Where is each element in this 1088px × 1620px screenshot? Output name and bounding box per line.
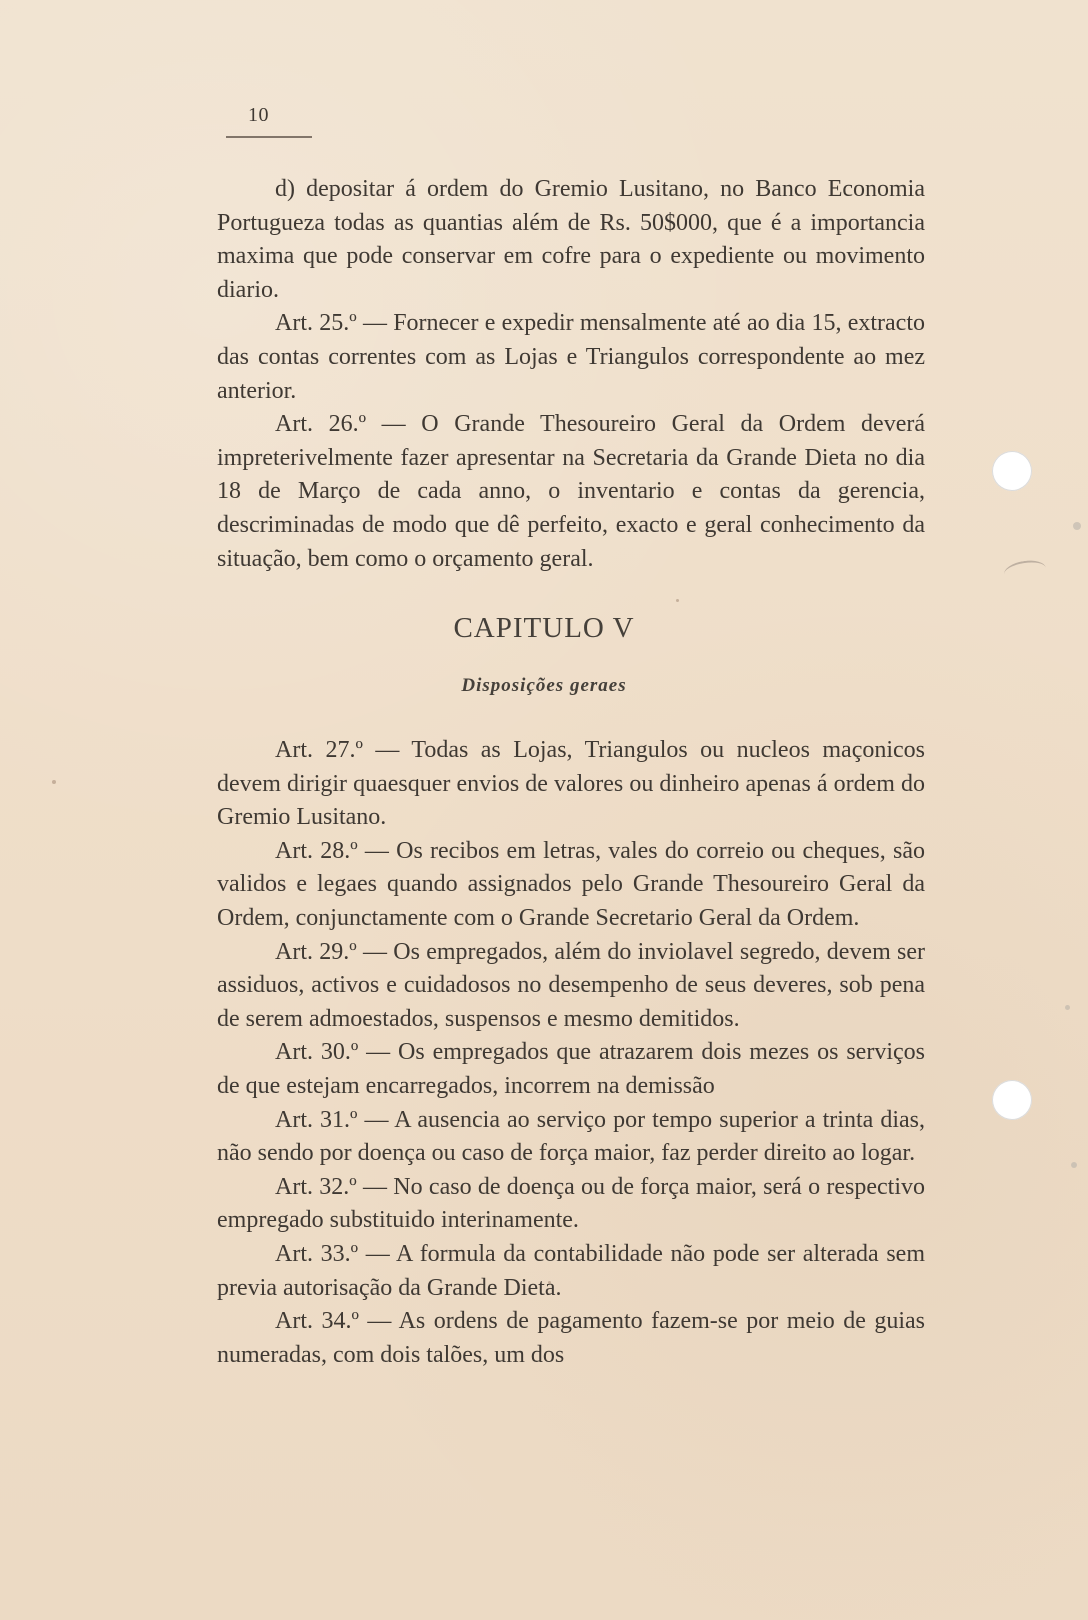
- page-number: 10: [248, 104, 269, 126]
- paragraph-art-26: Art. 26.º — O Grande Thesoureiro Geral da Ordem deverá impreterivelmente fazer apresentar na Secretaria da Grande Dieta no dia 18 de Março de cada anno, o inventario e contas da gerencia, descriminadas de modo que dê perfeito, exacto e geral conhecimento da situação, bem como o orçamento geral.: [217, 411, 925, 572]
- paper-speck: [1071, 1162, 1077, 1168]
- paragraph-art-33: Art. 33.º — A formula da contabilidade não pode ser alterada sem previa autorisação da Grande Dieta.: [217, 1240, 925, 1301]
- paper-speck: [676, 599, 679, 602]
- binder-hole-bottom: [992, 1080, 1032, 1120]
- paragraph-art-31: Art. 31.º — A ausencia ao serviço por tempo superior a trinta dias, não sendo por doença ou caso de força maior, faz perder direito ao logar.: [217, 1106, 925, 1167]
- chapter-title: CAPITULO V: [453, 612, 635, 644]
- chapter-subtitle: Disposições geraes: [461, 675, 627, 696]
- paper-mark: [1003, 558, 1048, 584]
- paper-speck: [52, 780, 56, 784]
- paragraph-d: d) depositar á ordem do Gremio Lusitano, no Banco Economia Portugueza todas as quantias além de Rs. 50$000, que é a importancia maxima que pode conservar em cofre para o expediente ou movimento diario.: [217, 176, 925, 303]
- paper-speck: [1073, 522, 1081, 530]
- paper-speck: [1065, 1005, 1070, 1010]
- paragraph-art-29: Art. 29.º — Os empregados, além do inviolavel segredo, devem ser assiduos, activos e cuidadosos no desempenho de seus deveres, sob pena de serem admoestados, suspensos e mesmo demitidos.: [217, 938, 925, 1032]
- section-one-text: [217, 173, 925, 576]
- page-number-rule: [226, 136, 312, 138]
- paragraph-art-25: Art. 25.º — Fornecer e expedir mensalmente até ao dia 15, extracto das contas correntes com as Lojas e Triangulos correspondente ao mez anterior.: [217, 310, 925, 404]
- paragraph-art-32: Art. 32.º — No caso de doença ou de força maior, será o respectivo empregado substituido interinamente.: [217, 1173, 925, 1234]
- paragraph-art-30: Art. 30.º — Os empregados que atrazarem dois mezes os serviços de que estejam encarregados, incorrem na demissão: [217, 1039, 925, 1099]
- paragraph-art-34: Art. 34.º — As ordens de pagamento fazem-se por meio de guias numeradas, com dois talões, um dos: [217, 1308, 925, 1368]
- paragraph-art-28: Art. 28.º — Os recibos em letras, vales do correio ou cheques, são validos e legaes quando assignados pelo Grande Thesoureiro Geral da Ordem, conjunctamente com o Grande Secretario Geral da Ordem.: [217, 837, 925, 931]
- section-two-text: [217, 734, 925, 1372]
- paragraph-art-27: Art. 27.º — Todas as Lojas, Triangulos ou nucleos maçonicos devem dirigir quaesquer envios de valores ou dinheiro apenas á ordem do Gremio Lusitano.: [217, 737, 925, 831]
- binder-hole-top: [992, 451, 1032, 491]
- paper-speck: [548, 1281, 551, 1284]
